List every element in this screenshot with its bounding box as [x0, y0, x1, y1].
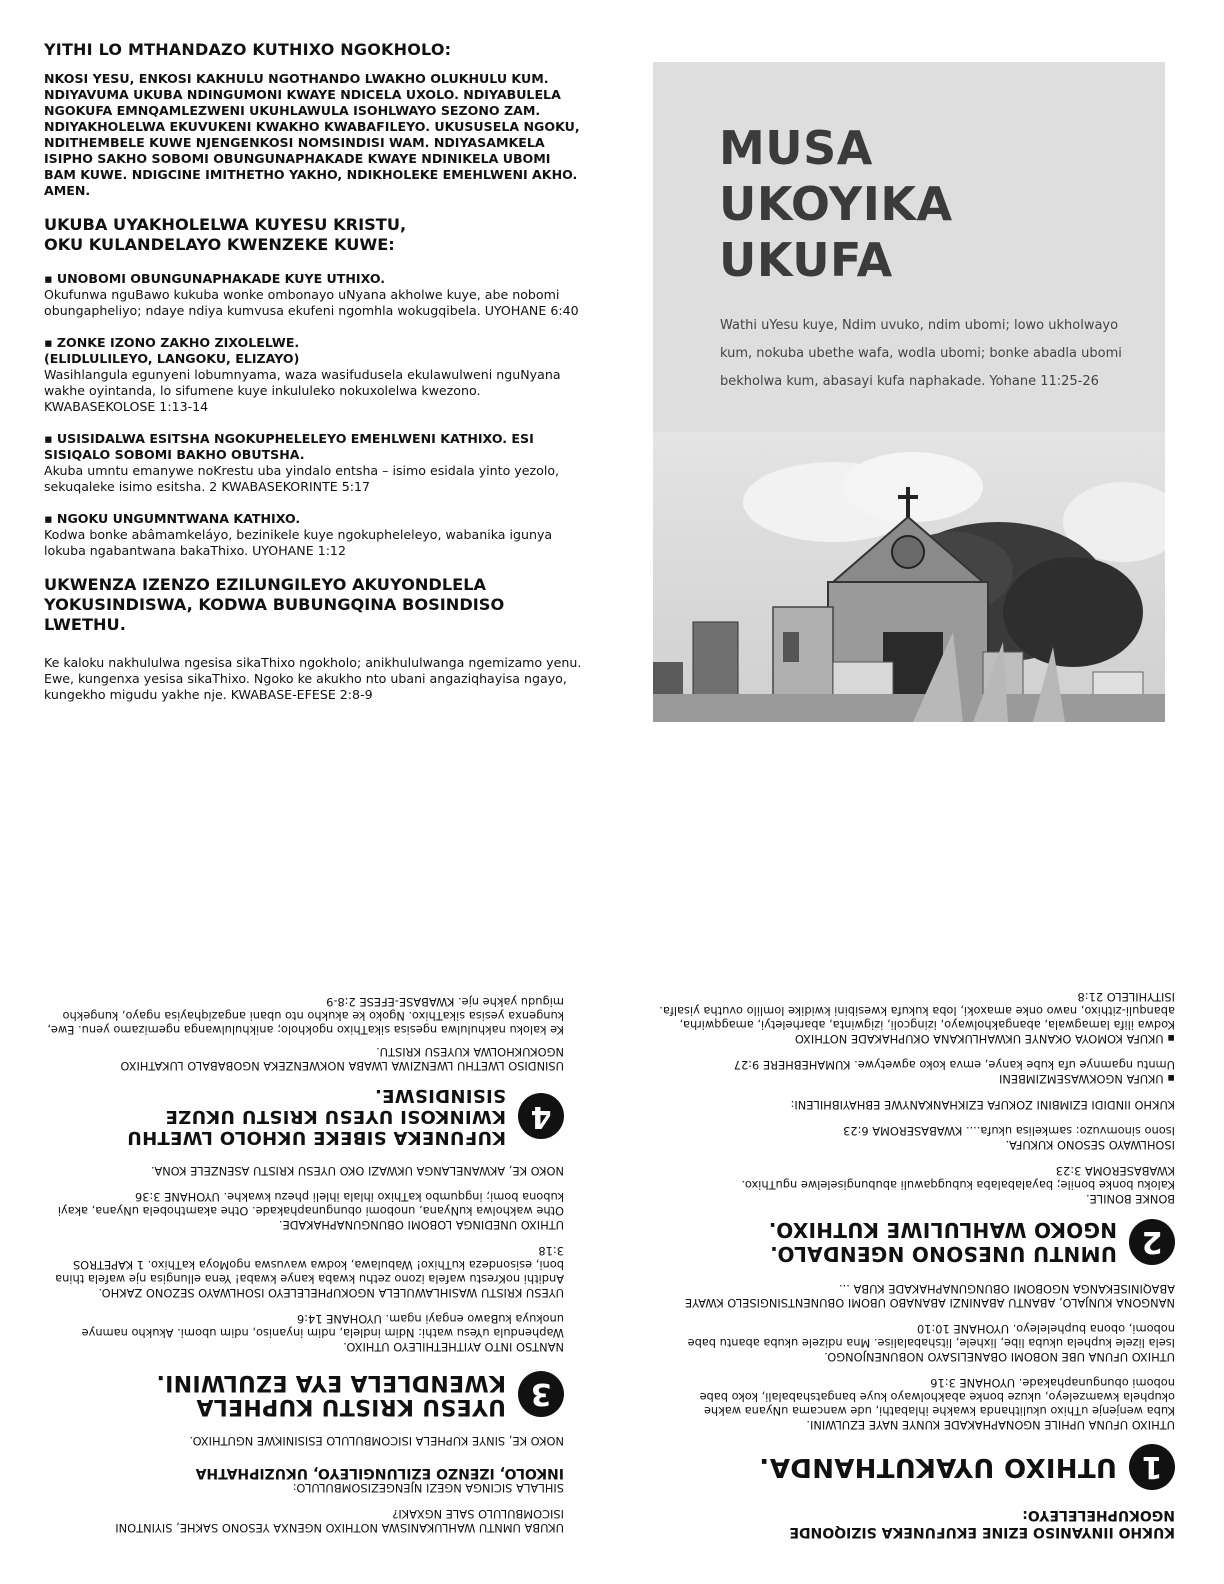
steps-1-2-panel [655, 830, 1175, 1540]
prayer-text: NKOSI YESU, ENKOSI KAKHULU NGOTHANDO LWAKHO OLUKHULU KUM. NDIYAVUMA UKUBA NDINGUMONI KWAYE NDICELA UXOLO. NDIYABULELA NGOKUFA EMNQAMLEZWENI UKUHLAWULA ISOHLWAYO SEZONO ZAM. NDIYAKHOLELWA EKUVUKENI KWAKHO KWABAFILEYO. UKUSUSELA NGOKU, NDITHEMBELE KUWE NJENGENKOSI NOMSINDISI WAM. NDIYASAMKELA ISIPHO SAKHO SOBOMI OBUNGUNAPHAKADE KWAYE NDINIKELA UBOMI BAM KUWE. NDIGCINE IMITHETHO YAKHO, NDIKHOLEKE EMEHLWENI AKHO. AMEN. [44, 71, 580, 198]
cover-title-line-3: UKUFA [719, 233, 893, 287]
solution-question: UKUBA UMNTU WAHLUKANISWA NOTHIXO NGENXA YESONO SAKHE, SIYINTONI ISICOMBULULO SALE NGXAKI? [115, 1507, 564, 1535]
cover-title [719, 120, 953, 288]
believe-item-2-text: Wasihlangula egunyeni lobumnyama, waza wasifudusela ekulawulweni nguNyana wakhe oyintanda, lo sifumene kuye inkululeko nokuxolelwa kwezono. KWABASEKOLOSE 1:13-14 [44, 367, 561, 414]
step-4a: USINDISO LWETHU LWENZIWA LWABA NOKWENZEKA NGOBABALO LUKATHIXO NGOKUKHOLWA KUYESU KRISTU. [120, 1045, 564, 1073]
four-truths-intro: KUKHO IINYANISO EZINE EKUFUNEKA SIZIQONDE NGOKUPHELELEYO: [789, 1507, 1175, 1540]
step-4b: Ke kaloku nakhululwa ngesisa sikaThixo ngokholo; anikhululwanga ngemizamo yenu. Ewe, kungenxa yesisa sikaThixo. Ngoko ke akukho nto ubani angaziqhayisa ngayo, kungekho migudu yakhe nje. KWABASE-EFESE 2:8-9 [47, 995, 564, 1037]
step-1-title: UTHIXO UYAKUTHANDA. [758, 1452, 1117, 1482]
step-2-number: 2 [1129, 1219, 1175, 1265]
step-1b-title: UTHIXO UFUNA UBE NOBOMI OBANELISAYO NOBUNENJONGO. [824, 1350, 1175, 1364]
step-3c-title: UTHIXO UNEDINGA LOBOMI OBUNGUNAPHAKADE. [278, 1218, 564, 1232]
step-2-header [655, 1218, 1175, 1266]
step-2-title: UMNTU UNESONO NGENDALO. NGOKO WAHLULIWE KUTHIXO. [768, 1218, 1117, 1266]
cover-title-line-2: UKOYIKA [719, 177, 953, 231]
step-3-title: UYESU KRISTU KUPHELA KWENDLELA EYA EZULWINI. [156, 1370, 506, 1419]
step-2b-title: ISOHLWAYO SESONO KUKUFA. [1005, 1138, 1175, 1152]
chapel-cemetery-photo [653, 432, 1165, 722]
step-4-title: KUFUNEKA SIBEKE UKHOLO LWETHU KWINKOSI UYESU KRISTU UKUZE SISINDISWE. [126, 1085, 506, 1148]
solutions-intro: SIHLALA SICINGA NGEZI NJENGEZISOMBULULO: [292, 1481, 564, 1495]
step-2d-text: Umntu ngamnye ufa kube kanye, emva koko agwetywe. KUMAHEBHERE 9:27 [733, 1058, 1175, 1072]
step-2a-text: Kaloku bonke bonile; bayalabalaba kubugqawuli abubungiselelwe nguThixo. KWABASEROMA 3:23 [741, 1164, 1175, 1192]
prayer-heading: YITHI LO MTHANDAZO KUTHIXO NGOKHOLO: [44, 40, 452, 59]
cover-title-line-1: MUSA [719, 121, 873, 175]
step-2e-text: Kodwa ilifa lamagwala, abangakholwayo, izingcoli, izigwinta, abarheletyi, amagqwirha, abanquli-zithixo, nawo onke amaxoki, loba kukufa kwesibini kwidike lomlilo ovutha yisalfa. ISITYHILELO 21:8 [659, 990, 1175, 1032]
believe-heading: UKUBA UYAKHOLELWA KUYESU KRISTU, OKU KULANDELAYO KWENZEKE KUWE: [44, 215, 407, 254]
step-1-header [655, 1444, 1175, 1490]
step-4-number: 4 [518, 1094, 564, 1140]
solutions-list: INKOLO, IZENZO EZILUNGILEYO, UKUZIPHATHA [195, 1465, 564, 1481]
believe-item-3-text: Akuba umntu emanywe noKrestu uba yindalo entsha – isimo esidala yinto yezolo, sekuqaleke isimo esitsha. 2 KWABASEKORINTE 5:17 [44, 463, 560, 494]
works-text: Ke kaloku nakhululwa ngesisa sikaThixo ngokholo; anikhululwanga ngemizamo yenu. Ewe, kungenxa yesisa sikaThixo. Ngoko ke akukho nto ubani angaziqhayisa ngayo, kungekho migudu yakhe nje. KWABASE-EFESE 2:8-9 [44, 655, 582, 702]
step-1a-title: UTHIXO UFUNA UPHILE NGONAPHAKADE KUNYE NAYE EZULWINI. [806, 1418, 1175, 1432]
step-3a-title: NANTSO INTO AYITHETHILEYO UTHIXO. [343, 1340, 564, 1354]
step-4-header [44, 1085, 564, 1148]
solutions-note: NOKO KE, SINYE KUPHELA ISICOMBULULO ESISINIKWE NGUTHIXO. [189, 1434, 564, 1448]
step-3c-text: Othe wakholwa kuNyana, unobomi obungunaphakade. Othe akamthobela uNyana, akayi kubona bomi; ingqumbo kaThixo ihlala ihleli phezu kwakhe. UYOHANE 3:36 [57, 1190, 564, 1218]
step-3d: NOKO KE, AKWANELANGA UKWAZI OKO UYESU KRISTU ASENZELE KONA. [150, 1164, 564, 1178]
steps-3-4-panel [44, 815, 564, 1535]
step-3b-text: Andithi noKrestu wafela izono zethu kwaba kanye kwaba! Yena ellungisa nje wafela thina boni, esisondeza kuThixo! Wabulawa, kodwa wavuswa ngoMoya kaThixo. 1 KAPETROS 3:18 [55, 1244, 564, 1286]
step-3-number: 3 [518, 1371, 564, 1417]
believe-item-3-title: ▪ USISIDALWA ESITSHA NGOKUPHELELEYO EMEHLWENI KATHIXO. ESI SISIQALO SOBOMI BAKHO OBUTSHA. [44, 431, 534, 462]
believe-item-2-title: ▪ ZONKE IZONO ZAKHO ZIXOLELWE. (ELIDLULILEYO, LANGOKU, ELIZAYO) [44, 335, 300, 366]
step-3a-text: Waphendula uYesu wathi: Ndim indlela, ndim inyaniso, ndim ubomi. Akukho namnye unokuya kuBawo engayi ngam. UYOHANE 14:6 [81, 1312, 564, 1340]
believe-item-4-text: Kodwa bonke abâmamkeláyo, bezinikele kuye ngokupheleleyo, wabanika igunya lokuba ngabantwana bakaThixo. UYOHANE 1:12 [44, 527, 553, 558]
step-1c: NANGONA KUNJALO, ABANTU ABANINZI ABANABO UBOMI OBUNENTSINGISELO KWAYE ABAQINISEKANGA NGOBOMI OBUNGUNAPHAKADE KUBA ... [684, 1282, 1175, 1310]
step-2a-title: BONKE BONILE. [1085, 1192, 1175, 1206]
step-1b-text: Isela lizele kuphela ukuba libe, lixhele, litshabalalise. Mna ndizele ukuba abantu babe nobomi, obona bupheleleyo. UYOHANE 10:10 [687, 1322, 1175, 1350]
works-heading: UKWENZA IZENZO EZILUNGILEYO AKUYONDLELA YOKUSINDISWA, KODWA BUBUNGQINA BOSINDISO LWETHU. [44, 575, 505, 634]
believe-item-1-text: Okufunwa nguBawo kukuba wonke ombonayo uNyana akholwe kuye, abe nobomi obungapheliyo; ndaye ndiya kumvusa ekufeni ngomhla wokugqibela. UYOHANE 6:40 [44, 287, 579, 318]
cover-verse: Wathi uYesu kuye, Ndim uvuko, ndim ubomi; lowo ukholwayo kum, nokuba ubethe wafa, wodla ubomi; bonke abadla ubomi bekholwa kum, abasayi kufa naphakade. Yohane 11:25-26 [720, 318, 1122, 389]
prayer-column [44, 40, 584, 703]
step-2e-title: ▪ UKUFA KOMOYA OKANYE UKWAHLUKANA OKUPHAKADE NOTHIXO [794, 1032, 1175, 1046]
step-3-header [44, 1370, 564, 1418]
step-2b-text: Isono sinomvuzo: samkelisa ukufa.... KWABASEROMA 6:23 [843, 1124, 1175, 1138]
step-3b-title: UYESU KRISTU WASIHLAWULELA NGOKUPHELELEYO ISOHLWAYO SEZONO ZAKHO. [98, 1286, 564, 1300]
step-1a-text: Kuba wenjenje uThixo ukulithanda kwakhe ihlabathi, ude wancama uNyana wakhe okuphela kwamzeleyo, ukuze bonke abakholwayo kuye bangatshabalali, koko babe nobomi obungunaphakade. UYOHANE 3:16 [699, 1376, 1175, 1418]
believe-item-1-title: ▪ UNOBOMI OBUNGUNAPHAKADE KUYE UTHIXO. [44, 271, 386, 286]
step-2d-title: ▪ UKUFA NGOKWASEMZIMBENI [998, 1072, 1175, 1086]
step-1-number: 1 [1129, 1444, 1175, 1490]
believe-item-4-title: ▪ NGOKU UNGUMNTWANA KATHIXO. [44, 511, 301, 526]
cover-panel [653, 62, 1165, 722]
step-2c: KUKHO IINDIDI EZIMBINI ZOKUFA EZIKHANKANYWE EBHAYIBHILENI: [790, 1098, 1175, 1112]
